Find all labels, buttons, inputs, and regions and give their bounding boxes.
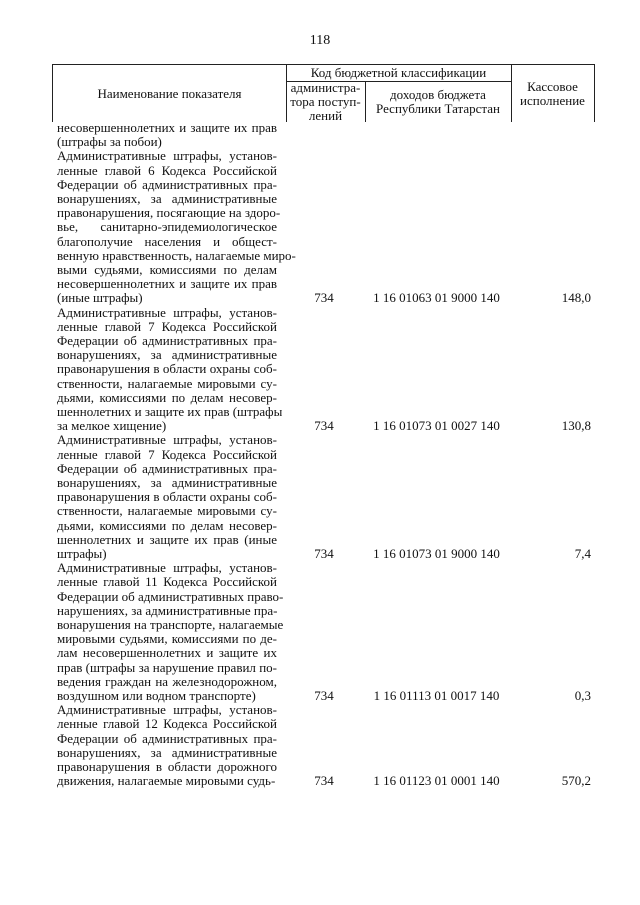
indicator-name-line: вонарушениях, за административные xyxy=(57,744,277,760)
indicator-name-line: Административные штрафы, установ- xyxy=(57,560,277,576)
indicator-name-line: шеннолетних и защите их прав (штрафы xyxy=(57,404,283,419)
table-row xyxy=(0,433,640,561)
indicator-name-line: Федерации об административных пра- xyxy=(57,176,277,192)
admin-column-header: администра- тора поступ- лений xyxy=(290,79,361,123)
indicator-name-line: правонарушения в области охраны соб- xyxy=(57,361,277,377)
indicator-name-line: венную нравственность, налагаемые миро- xyxy=(57,247,296,263)
admin-code: 734 xyxy=(314,418,334,434)
indicator-name-line: ственности, налагаемые мировыми су- xyxy=(57,503,277,519)
indicator-name xyxy=(57,560,284,703)
indicator-name-line: вонарушениях, за административные xyxy=(57,347,277,363)
income-code: 1 16 01123 01 0001 140 xyxy=(373,773,500,789)
indicator-name-line: Федерации об административных право- xyxy=(57,588,284,604)
table-row xyxy=(0,149,640,305)
indicator-name-line: ленные главой 7 Кодекса Российской xyxy=(57,318,277,334)
indicator-name-line: Административные штрафы, установ- xyxy=(57,432,277,448)
indicator-name-line: нарушениях, за административные пра- xyxy=(57,602,278,618)
income-code: 1 16 01063 01 9000 140 xyxy=(373,290,500,306)
admin-code: 734 xyxy=(314,687,334,703)
cash-execution-amount: 7,4 xyxy=(574,545,591,561)
cash-execution-amount: 130,8 xyxy=(561,418,591,434)
indicator-name-line: Административные штрафы, установ- xyxy=(57,702,277,718)
indicator-name-line: Административные штрафы, установ- xyxy=(57,148,277,164)
indicator-name-line: вонарушениях, за административные xyxy=(57,474,277,490)
indicator-name-line: ленные главой 6 Кодекса Российской xyxy=(57,162,277,178)
indicator-name-line: правонарушения в области дорожного xyxy=(57,758,277,774)
indicator-name-line: воздушном или водном транспорте) xyxy=(57,688,256,703)
indicator-name-line: вье, санитарно-эпидемиологическое xyxy=(57,219,277,235)
table-body xyxy=(0,121,640,788)
name-column-header: Наименование показателя xyxy=(97,85,242,101)
indicator-name-line: выми судьями, комиссиями по делам xyxy=(57,262,277,278)
indicator-name xyxy=(57,148,296,306)
table-header xyxy=(52,64,595,122)
indicator-name-line: дьями, комиссиями по делам несовер- xyxy=(57,389,277,405)
indicator-name-line: (иные штрафы) xyxy=(57,290,143,306)
indicator-name-line: несовершеннолетних и защите их прав xyxy=(57,276,277,292)
table-row xyxy=(0,703,640,788)
table-row xyxy=(0,306,640,434)
indicator-name-line: ленные главой 12 Кодекса Российской xyxy=(57,716,277,732)
table-row xyxy=(0,561,640,703)
indicator-name xyxy=(57,433,277,561)
admin-code: 734 xyxy=(314,773,334,789)
indicator-name-line: движения, налагаемые мировыми судь- xyxy=(57,773,276,789)
income-column-header: доходов бюджета Республики Татарстан xyxy=(376,86,500,116)
admin-code: 734 xyxy=(314,290,334,306)
indicator-name xyxy=(57,304,283,434)
indicator-name-line: ленные главой 7 Кодекса Российской xyxy=(57,446,277,462)
indicator-name-line: лам несовершеннолетних и защите их xyxy=(57,645,277,661)
indicator-name-line: мировыми судьями, комиссиями по де- xyxy=(57,631,277,647)
cash-execution-amount: 148,0 xyxy=(561,290,591,306)
indicator-name-line: вонарушениях, за административные xyxy=(57,191,277,206)
indicator-name-line: правонарушения, посягающие на здоро- xyxy=(57,205,281,221)
table-row xyxy=(0,121,640,149)
income-code: 1 16 01113 01 0017 140 xyxy=(373,687,500,703)
indicator-name-line: прав (штрафы за нарушение правил по- xyxy=(57,659,277,675)
budget-classification-header: Код бюджетной классификации xyxy=(310,65,487,80)
page-number: 118 xyxy=(309,33,331,48)
indicator-name-line: ведения граждан на железнодорожном, xyxy=(57,673,277,689)
execution-column-header: Кассовое исполнение xyxy=(520,78,585,108)
indicator-name-line: за мелкое хищение) xyxy=(57,418,167,434)
indicator-name-line: шеннолетних и защите их прав (иные xyxy=(57,531,277,547)
indicator-name-line: Федерации об административных пра- xyxy=(57,730,277,746)
income-code: 1 16 01073 01 9000 140 xyxy=(373,545,500,561)
indicator-name-line: благополучие населения и общест- xyxy=(57,233,277,249)
indicator-name-line: (штрафы за побои) xyxy=(57,134,162,150)
indicator-name-line: дьями, комиссиями по делам несовер- xyxy=(57,517,277,533)
indicator-name-line: вонарушения на транспорте, налагаемые xyxy=(57,616,284,632)
indicator-name xyxy=(57,121,277,149)
indicator-name-line: ственности, налагаемые мировыми су- xyxy=(57,375,277,391)
cash-execution-amount: 0,3 xyxy=(574,687,591,703)
indicator-name-line: правонарушения в области охраны соб- xyxy=(57,489,277,505)
indicator-name-line: ленные главой 11 Кодекса Российской xyxy=(57,574,277,590)
indicator-name-line: Федерации об административных пра- xyxy=(57,332,277,348)
cash-execution-amount: 570,2 xyxy=(561,773,591,789)
indicator-name-line: Административные штрафы, установ- xyxy=(57,304,277,320)
admin-code: 734 xyxy=(314,545,334,561)
indicator-name-line: штрафы) xyxy=(57,546,107,561)
indicator-name xyxy=(57,703,277,788)
income-code: 1 16 01073 01 0027 140 xyxy=(373,418,500,434)
indicator-name-line: Федерации об административных пра- xyxy=(57,460,277,476)
indicator-name-line: несовершеннолетних и защите их прав xyxy=(57,120,277,135)
